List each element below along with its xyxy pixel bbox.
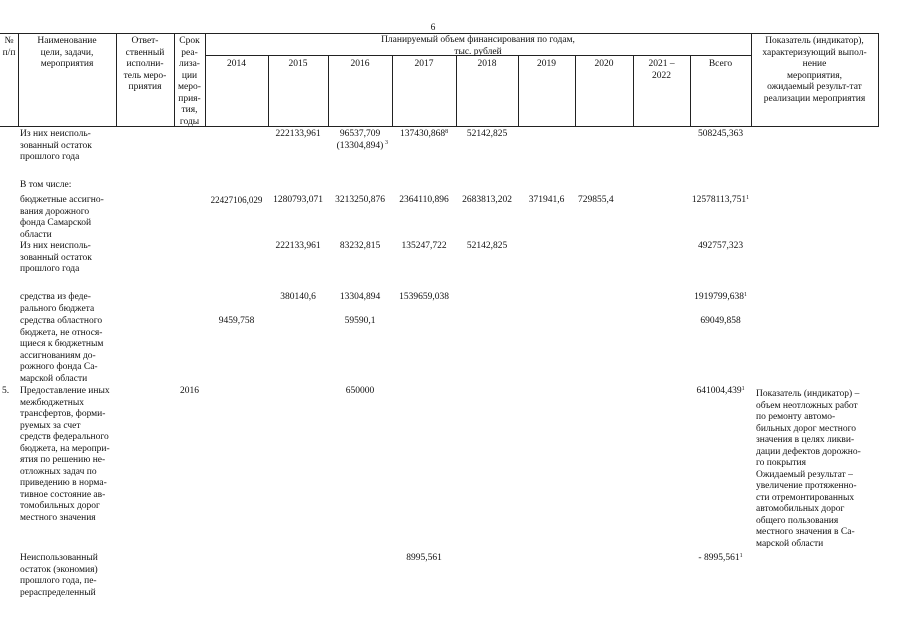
row7-number: 5.	[2, 386, 10, 396]
row4-2016: 83232,815	[339, 241, 381, 251]
row3-total-footnote: 1	[746, 195, 750, 201]
header-year-2021-2022: 2021 – 2022	[648, 59, 675, 81]
header-funding: Планируемый объем финансирования по годам, тыс. рублей	[381, 35, 575, 57]
row1-2017-footnote: 8	[445, 129, 449, 135]
page-number: 6	[430, 23, 436, 33]
row7-total: 641004,439	[696, 386, 742, 396]
row2-name: В том числе:	[20, 180, 72, 190]
row5-total-footnote: 1	[743, 292, 747, 298]
row3-2017: 2364110,896	[399, 195, 449, 205]
row5-total-cell	[690, 292, 751, 304]
header-total: Всего	[708, 59, 733, 69]
row1-2015: 222133,961	[275, 129, 321, 139]
header-year-2016: 2016	[350, 59, 370, 69]
header-name: Наименование цели, задачи, мероприятия	[37, 36, 97, 69]
row3-2019: 371941,6	[528, 195, 565, 205]
header-year-2020: 2020	[594, 59, 614, 69]
header-year-2014: 2014	[227, 59, 246, 69]
row5-2016: 13304,894	[339, 292, 381, 302]
row8-2017: 8995,561	[406, 553, 442, 563]
row8-total-cell	[690, 553, 751, 565]
row6-2016: 59590,1	[344, 316, 376, 326]
row1-2017-cell	[392, 129, 456, 141]
row4-total: 492757,323	[697, 241, 744, 251]
header-responsible: Ответ- ственный исполни- тель меро- приятия	[123, 36, 167, 92]
row3-total-cell	[690, 195, 751, 207]
header-term: Срок реа- лиза- ции меро- прия- тия, годы	[178, 36, 201, 127]
row5-2015: 380140,6	[280, 292, 316, 302]
header-indicator: Показатель (индикатор), характеризующий выпол- нение мероприятия, ожидаемый результ-тат реализации мероприятия	[762, 36, 867, 104]
row6-2014: 9459,758	[218, 316, 255, 326]
row3-total: 12578113,751	[691, 195, 747, 205]
row1-2016-footnote: 3	[385, 140, 388, 146]
row4-2017: 135247,722	[401, 241, 447, 251]
header-year-2017: 2017	[414, 59, 434, 69]
row5-total: 1919799,638	[694, 292, 744, 302]
row3-2016: 3213250,876	[335, 195, 385, 205]
header-year-2018: 2018	[477, 59, 497, 69]
row4-name: Из них неисполь- зованный остаток прошлого года	[20, 241, 92, 274]
row3-2018: 2683813,202	[462, 195, 512, 205]
row1-2016: 96537,709 (13304,894)	[336, 129, 384, 151]
header-year-2015: 2015	[288, 59, 308, 69]
row3-2014: 22427106,029	[210, 195, 263, 205]
row3-2015: 1280793,071	[273, 195, 323, 205]
row7-term: 2016	[180, 386, 199, 396]
row5-2017: 1539659,038	[399, 292, 449, 302]
row7-total-cell	[690, 386, 751, 398]
row7-2016: 650000	[345, 386, 375, 396]
row8-total-footnote: 1	[739, 553, 743, 559]
row1-2016-cell	[328, 129, 392, 152]
row6-name: средства областного бюджета, не относя- щиеся к бюджетным ассигнованиям до- рожного фонда Са- марской области	[20, 316, 104, 384]
header-number: № п/п	[2, 36, 16, 58]
row4-2018: 52142,825	[466, 241, 508, 251]
row8-name: Неиспользованный остаток (экономия) прошлого года, пе- рераспределенный	[20, 553, 98, 598]
row1-2017: 137430,868	[399, 129, 446, 139]
row7-total-footnote: 1	[741, 386, 745, 392]
row6-total: 69049,858	[700, 316, 741, 326]
row7-name: Предоставление иных межбюджетных трансфертов, форми- руемых за счет средств федерального бюджета, на меропри- ятия по решению не- отложных задач по приведению в норма- тивное состояние ав- томобильных дорог местного значения	[20, 386, 110, 523]
header-year-2019: 2019	[537, 59, 556, 69]
row3-name: бюджетные ассигно- вания дорожного фонда Самарской области	[20, 195, 104, 240]
row8-total: - 8995,561	[698, 553, 740, 563]
row1-total: 508245,363	[697, 129, 744, 139]
row1-2018: 52142,825	[466, 129, 508, 139]
row7-indicator: Показатель (индикатор) – объем неотложных работ по ремонту автомо- бильных дорог местного значения в целях ликви- дации дефектов дорожно- го покрытия Ожидаемый результат – увеличение протяженно- сти отремонтированных автомобильных дорог общего пользования местного значения в Са- марской области	[756, 389, 861, 549]
row5-name: средства из феде- рального бюджета	[20, 292, 95, 314]
row3-2020: 729855,4	[578, 195, 614, 205]
row1-name: Из них неисполь- зованный остаток прошлого года	[20, 129, 92, 162]
row4-2015: 222133,961	[275, 241, 321, 251]
